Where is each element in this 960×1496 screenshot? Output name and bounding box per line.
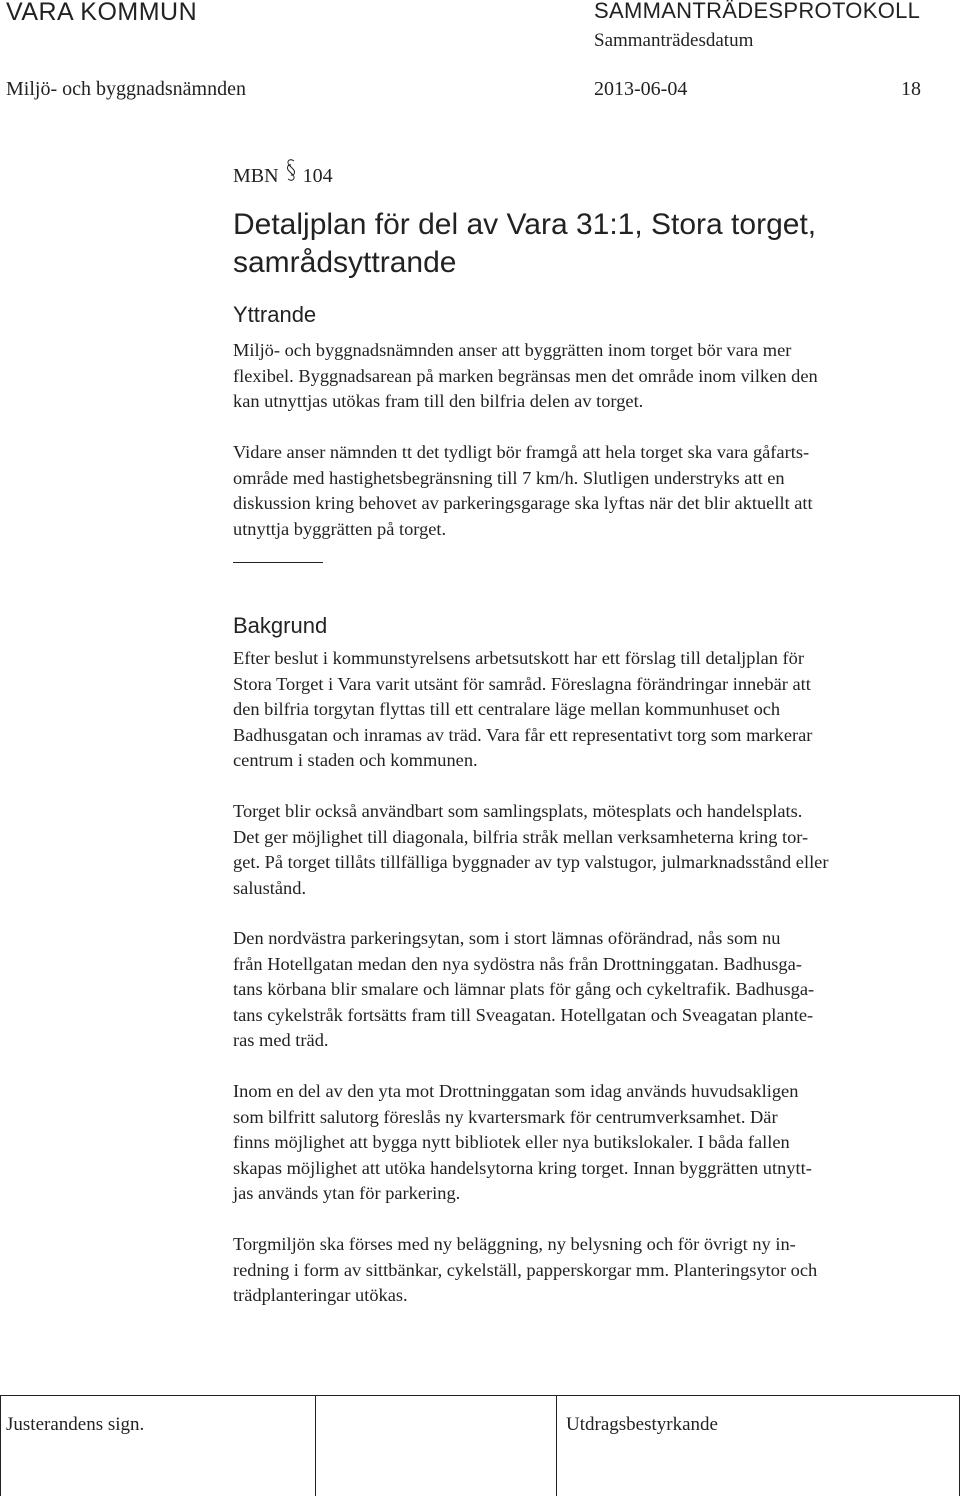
separator-line (233, 562, 323, 563)
case-number (233, 158, 333, 188)
bakgrund-paragraph: Efter beslut i kommunstyrelsens arbetsutskott har ett förslag till detaljplan för Stora Torget i Vara varit utsänt för samråd. Föreslagna förändringar innebär att den bilfria torgytan flyttas till ett centralare läge mellan kommunhuset och Badhusgatan och inramas av träd. Vara får ett representativt torg som markerar centrum i staden och kommunen. (233, 648, 813, 770)
bakgrund-paragraph: Torgmiljön ska förses med ny beläggning, ny belysning och för övrigt ny in- redning i form av sittbänkar, cykelställ, papperskorgar mm. Planteringsytor och trädplanteringar utökas. (233, 1234, 818, 1305)
bakgrund-paragraph: Den nordvästra parkeringsytan, som i stort lämnas oförändrad, nås som nu från Hotellgatan medan den nya sydöstra nås från Drottninggatan. Badhusga- tans körbana blir smalare och lämnar plats för gång och cykeltrafik. Badhusga- tans cykelstråk fortsätts fram till Sveagatan. Hotellgatan och Sveagatan plante- ras med träd. (233, 928, 815, 1050)
meeting-date: 2013-06-04 (594, 78, 688, 100)
section-heading-bakgrund: Bakgrund (233, 613, 328, 638)
extract-certification-label: Utdragsbestyrkande (566, 1414, 718, 1435)
committee-name: Miljö- och byggnadsnämnden (6, 78, 246, 100)
bakgrund-paragraph: Torget blir också användbart som samlingsplats, mötesplats och handelsplats. Det ger möjlighet till diagonala, bilfria stråk mellan verksamheterna kring tor- get. På torget tillåts tillfälliga byggnader av typ valstugor, julmarknadsstånd eller salustånd. (233, 801, 829, 898)
meeting-date-label: Sammanträdesdatum (594, 30, 754, 51)
yttrande-paragraph: Miljö- och byggnadsnämnden anser att byggrätten inom torget bör vara mer flexibel. Byggnadsarean på marken begränsas men det område inom vilken den kan utnyttjas utökas fram till den bilfria delen av torget. (233, 340, 818, 411)
signature-label: Justerandens sign. (6, 1414, 145, 1435)
footer-divider (315, 1396, 316, 1496)
section-sign-icon (285, 158, 297, 182)
case-number-value: 104 (302, 165, 333, 187)
bakgrund-paragraph: Inom en del av den yta mot Drottninggatan som idag används huvudsakligen som bilfritt salutorg föreslås ny kvartersmark för centrumverksamhet. Där finns möjlighet att bygga nytt bibliotek eller nya butikslokaler. I båda fallen skapas möjlighet att utöka handelsytorna kring torget. Innan byggrätten utnytt- jas används ytan för parkering. (233, 1081, 812, 1203)
case-prefix: MBN (233, 165, 279, 187)
footer-rule (0, 1395, 960, 1396)
footer-divider (556, 1396, 557, 1496)
page-number: 18 (901, 78, 921, 100)
document-type: SAMMANTRÄDESPROTOKOLL (594, 0, 921, 23)
case-title: Detaljplan för del av Vara 31:1, Stora torget, samrådsyttrande (233, 208, 817, 279)
section-heading-yttrande: Yttrande (233, 302, 317, 327)
footer-divider (0, 1396, 1, 1496)
organization-name: VARA KOMMUN (6, 0, 198, 26)
yttrande-paragraph: Vidare anser nämnden tt det tydligt bör framgå att hela torget ska vara gåfarts- område med hastighetsbegränsning till 7 km/h. Slutligen understryks att en diskussion kring behovet av parkeringsgarage ska lyftas när det blir aktuellt att utnyttja byggrätten på torget. (233, 442, 813, 539)
